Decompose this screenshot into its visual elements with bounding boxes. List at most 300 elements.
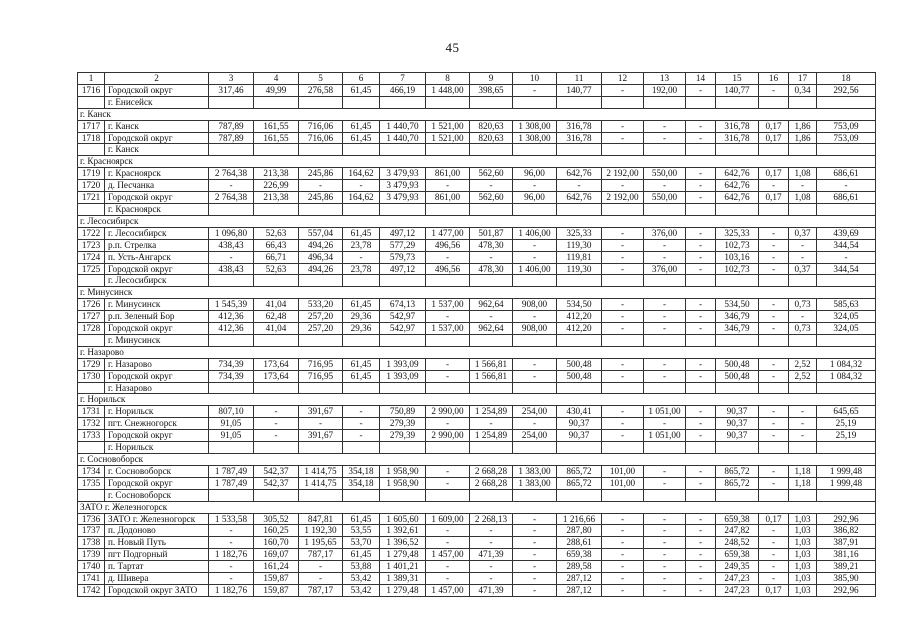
empty-cell [343, 144, 380, 156]
table-row [78, 239, 876, 251]
value-cell: - [789, 430, 817, 442]
row-number: 1723 [78, 239, 105, 251]
value-cell: - [686, 561, 716, 573]
value-cell: - [789, 251, 817, 263]
value-cell: 41,04 [254, 299, 299, 311]
value-cell: 577,29 [380, 239, 426, 251]
empty-cell [789, 275, 817, 287]
table-row [78, 370, 876, 382]
value-cell: - [759, 299, 789, 311]
value-cell: - [426, 537, 470, 549]
value-cell: 1,03 [789, 525, 817, 537]
table-row-continuation [78, 203, 876, 215]
row-number: 1722 [78, 227, 105, 239]
settlement-name: п. Тартат [105, 561, 209, 573]
empty-cell [343, 442, 380, 454]
value-cell: 159,87 [254, 584, 299, 596]
value-cell: 2 192,00 [602, 168, 644, 180]
empty-cell [817, 489, 876, 501]
empty-cell [299, 275, 343, 287]
value-cell: 497,12 [380, 263, 426, 275]
value-cell: 2,52 [789, 370, 817, 382]
value-cell: - [644, 477, 686, 489]
settlement-name: п. Новый Путь [105, 537, 209, 549]
empty-cell [716, 203, 759, 215]
value-cell: 1 440,70 [380, 132, 426, 144]
value-cell: 381,16 [817, 549, 876, 561]
value-cell: - [602, 311, 644, 323]
empty-cell [254, 144, 299, 156]
value-cell: 542,97 [380, 311, 426, 323]
value-cell: 0,17 [759, 120, 789, 132]
section-title: г. Назарово [78, 346, 876, 358]
empty-cell [789, 334, 817, 346]
value-cell: 1 609,00 [426, 513, 470, 525]
section-title: г. Лесосибирск [78, 215, 876, 227]
empty-cell [513, 382, 557, 394]
value-cell: - [426, 180, 470, 192]
value-cell: 344,54 [817, 239, 876, 251]
empty-cell [380, 144, 426, 156]
value-cell: - [686, 406, 716, 418]
value-cell: 642,76 [716, 192, 759, 204]
value-cell: 533,20 [299, 299, 343, 311]
value-cell: - [557, 180, 602, 192]
settlement-name: пгт Подгорный [105, 549, 209, 561]
value-cell: 1 521,00 [426, 120, 470, 132]
value-cell: - [644, 418, 686, 430]
table-header-row [78, 73, 876, 85]
settlement-name: г. Красноярск [105, 168, 209, 180]
column-number: 2 [105, 73, 209, 85]
empty-cell [470, 275, 513, 287]
value-cell: - [254, 406, 299, 418]
value-cell: - [686, 120, 716, 132]
value-cell: - [426, 561, 470, 573]
value-cell: 412,20 [557, 323, 602, 335]
row-number: 1727 [78, 311, 105, 323]
value-cell: 161,55 [254, 120, 299, 132]
value-cell: - [602, 227, 644, 239]
value-cell: - [686, 323, 716, 335]
value-cell: 0,73 [789, 299, 817, 311]
table-row [78, 311, 876, 323]
value-cell: 1 787,49 [209, 465, 254, 477]
empty-cell [380, 489, 426, 501]
value-cell: - [513, 561, 557, 573]
value-cell: - [426, 525, 470, 537]
value-cell: 257,20 [299, 323, 343, 335]
value-cell: 391,67 [299, 406, 343, 418]
row-number: 1717 [78, 120, 105, 132]
value-cell: - [759, 251, 789, 263]
value-cell: 2 764,38 [209, 192, 254, 204]
column-number: 13 [644, 73, 686, 85]
empty-cell [78, 203, 105, 215]
empty-cell [426, 442, 470, 454]
table-row [78, 537, 876, 549]
value-cell: 292,96 [817, 584, 876, 596]
table-row [78, 584, 876, 596]
value-cell: 579,73 [380, 251, 426, 263]
value-cell: - [209, 573, 254, 585]
empty-cell [78, 275, 105, 287]
value-cell: 53,55 [343, 525, 380, 537]
value-cell: 534,50 [716, 299, 759, 311]
settlement-name: п. Усть-Ангарск [105, 251, 209, 263]
value-cell: 90,37 [557, 418, 602, 430]
value-cell: - [759, 84, 789, 96]
empty-cell [644, 96, 686, 108]
value-cell: 674,13 [380, 299, 426, 311]
value-cell: 1 383,00 [513, 465, 557, 477]
value-cell: - [759, 537, 789, 549]
empty-cell [789, 489, 817, 501]
value-cell: 52,63 [254, 227, 299, 239]
row-number: 1737 [78, 525, 105, 537]
value-cell: 716,06 [299, 120, 343, 132]
value-cell: 2 764,38 [209, 168, 254, 180]
value-cell: - [686, 84, 716, 96]
value-cell: 52,63 [254, 263, 299, 275]
table-row [78, 418, 876, 430]
empty-cell [557, 442, 602, 454]
value-cell: 1,18 [789, 477, 817, 489]
value-cell: 1 192,30 [299, 525, 343, 537]
empty-cell [513, 96, 557, 108]
empty-cell [254, 334, 299, 346]
value-cell: - [602, 561, 644, 573]
value-cell: 192,00 [644, 84, 686, 96]
value-cell: - [513, 370, 557, 382]
value-cell: 91,05 [209, 430, 254, 442]
section-title: г. Сосновоборск [78, 454, 876, 466]
value-cell: 787,17 [299, 584, 343, 596]
value-cell: 1 051,00 [644, 406, 686, 418]
row-number: 1725 [78, 263, 105, 275]
empty-cell [789, 382, 817, 394]
table-row [78, 549, 876, 561]
empty-cell [343, 382, 380, 394]
empty-cell [557, 275, 602, 287]
column-number: 18 [817, 73, 876, 85]
value-cell: - [759, 227, 789, 239]
value-cell: 25,19 [817, 418, 876, 430]
empty-cell [78, 489, 105, 501]
empty-cell [686, 334, 716, 346]
value-cell: - [644, 299, 686, 311]
table-row [78, 192, 876, 204]
table-row [78, 251, 876, 263]
value-cell: - [426, 358, 470, 370]
row-number: 1716 [78, 84, 105, 96]
value-cell: 103,16 [716, 251, 759, 263]
value-cell: 316,78 [716, 120, 759, 132]
value-cell: - [602, 537, 644, 549]
value-cell: 1 182,76 [209, 549, 254, 561]
empty-cell [602, 334, 644, 346]
value-cell: 501,87 [470, 227, 513, 239]
value-cell: 3 479,93 [380, 180, 426, 192]
row-number: 1735 [78, 477, 105, 489]
value-cell: 0,17 [759, 132, 789, 144]
section-header-row [78, 394, 876, 406]
value-cell: 90,37 [716, 418, 759, 430]
value-cell: 550,00 [644, 168, 686, 180]
empty-cell [299, 334, 343, 346]
settlement-name: Городской округ ЗАТО [105, 584, 209, 596]
settlement-name-continuation: г. Сосновоборск [105, 489, 209, 501]
value-cell: 0,17 [759, 584, 789, 596]
value-cell: 254,00 [513, 406, 557, 418]
value-cell: 96,00 [513, 192, 557, 204]
empty-cell [817, 275, 876, 287]
value-cell: 376,00 [644, 227, 686, 239]
settlement-name-continuation: г. Норильск [105, 442, 209, 454]
row-number: 1719 [78, 168, 105, 180]
value-cell: 1 308,00 [513, 120, 557, 132]
value-cell: 245,86 [299, 168, 343, 180]
value-cell: 716,95 [299, 370, 343, 382]
value-cell: 787,89 [209, 120, 254, 132]
value-cell: 0,17 [759, 192, 789, 204]
value-cell: 324,05 [817, 311, 876, 323]
value-cell: 2 268,13 [470, 513, 513, 525]
value-cell: - [789, 239, 817, 251]
empty-cell [470, 334, 513, 346]
value-cell: 173,64 [254, 358, 299, 370]
value-cell: 90,37 [716, 430, 759, 442]
value-cell: 787,89 [209, 132, 254, 144]
value-cell: - [644, 239, 686, 251]
empty-cell [513, 144, 557, 156]
value-cell: - [513, 525, 557, 537]
value-cell: 471,39 [470, 584, 513, 596]
value-cell: 1 084,32 [817, 370, 876, 382]
value-cell: 686,61 [817, 192, 876, 204]
empty-cell [686, 442, 716, 454]
value-cell: - [426, 251, 470, 263]
value-cell: - [686, 418, 716, 430]
value-cell: - [513, 180, 557, 192]
empty-cell [343, 96, 380, 108]
value-cell: 642,76 [557, 192, 602, 204]
value-cell: - [299, 418, 343, 430]
value-cell: 161,55 [254, 132, 299, 144]
value-cell: 542,97 [380, 323, 426, 335]
value-cell: - [470, 180, 513, 192]
empty-cell [817, 334, 876, 346]
table-row-continuation [78, 442, 876, 454]
value-cell: - [209, 537, 254, 549]
value-cell: 1 254,89 [470, 430, 513, 442]
table-row [78, 263, 876, 275]
value-cell: - [602, 418, 644, 430]
value-cell: 245,86 [299, 192, 343, 204]
value-cell: 1 406,00 [513, 227, 557, 239]
value-cell: 387,91 [817, 537, 876, 549]
value-cell: - [513, 358, 557, 370]
table-row [78, 358, 876, 370]
settlement-name: р.п. Стрелка [105, 239, 209, 251]
value-cell: - [759, 465, 789, 477]
value-cell: - [759, 263, 789, 275]
value-cell: 2 668,28 [470, 465, 513, 477]
value-cell: 1 533,58 [209, 513, 254, 525]
value-cell: 1,86 [789, 120, 817, 132]
value-cell: - [470, 418, 513, 430]
empty-cell [557, 382, 602, 394]
empty-cell [78, 334, 105, 346]
value-cell: 249,35 [716, 561, 759, 573]
column-number: 5 [299, 73, 343, 85]
value-cell: 91,05 [209, 418, 254, 430]
empty-cell [644, 442, 686, 454]
empty-cell [299, 442, 343, 454]
value-cell: - [686, 311, 716, 323]
value-cell: 164,62 [343, 192, 380, 204]
empty-cell [470, 442, 513, 454]
value-cell: - [602, 323, 644, 335]
value-cell: 478,30 [470, 263, 513, 275]
value-cell: 861,00 [426, 192, 470, 204]
column-number: 1 [78, 73, 105, 85]
value-cell: 438,43 [209, 239, 254, 251]
value-cell: 29,36 [343, 323, 380, 335]
value-cell: - [686, 370, 716, 382]
value-cell: - [686, 513, 716, 525]
value-cell: 164,62 [343, 168, 380, 180]
row-number: 1718 [78, 132, 105, 144]
empty-cell [817, 96, 876, 108]
table-row [78, 180, 876, 192]
value-cell: 1,08 [789, 192, 817, 204]
value-cell: - [470, 561, 513, 573]
empty-cell [716, 96, 759, 108]
table-row [78, 561, 876, 573]
row-number: 1730 [78, 370, 105, 382]
column-number: 4 [254, 73, 299, 85]
value-cell: - [299, 561, 343, 573]
row-number: 1732 [78, 418, 105, 430]
value-cell: 807,10 [209, 406, 254, 418]
settlement-name: Городской округ [105, 192, 209, 204]
value-cell: - [759, 370, 789, 382]
value-cell: - [644, 358, 686, 370]
empty-cell [343, 275, 380, 287]
value-cell: 500,48 [557, 358, 602, 370]
value-cell: - [686, 573, 716, 585]
value-cell: - [686, 227, 716, 239]
value-cell: - [644, 573, 686, 585]
row-number: 1739 [78, 549, 105, 561]
value-cell: - [513, 573, 557, 585]
table-row [78, 465, 876, 477]
value-cell: 686,61 [817, 168, 876, 180]
value-cell: 160,25 [254, 525, 299, 537]
settlement-name-continuation: г. Енисейск [105, 96, 209, 108]
empty-cell [426, 382, 470, 394]
value-cell: - [299, 573, 343, 585]
value-cell: - [686, 465, 716, 477]
value-cell: 25,19 [817, 430, 876, 442]
empty-cell [817, 442, 876, 454]
value-cell: 287,80 [557, 525, 602, 537]
table-row [78, 477, 876, 489]
value-cell: 0,37 [789, 227, 817, 239]
empty-cell [557, 334, 602, 346]
value-cell: - [686, 168, 716, 180]
value-cell: 292,96 [817, 513, 876, 525]
empty-cell [426, 96, 470, 108]
empty-cell [513, 442, 557, 454]
value-cell: - [602, 370, 644, 382]
table-row-continuation [78, 96, 876, 108]
value-cell: 0,37 [789, 263, 817, 275]
empty-cell [380, 442, 426, 454]
value-cell: 1 999,48 [817, 465, 876, 477]
value-cell: 102,73 [716, 263, 759, 275]
row-number: 1741 [78, 573, 105, 585]
value-cell: 1 448,00 [426, 84, 470, 96]
value-cell: - [602, 132, 644, 144]
empty-cell [254, 489, 299, 501]
section-title: ЗАТО г. Железногорск [78, 501, 876, 513]
value-cell: 865,72 [557, 477, 602, 489]
value-cell: - [686, 192, 716, 204]
value-cell: 288,61 [557, 537, 602, 549]
row-number: 1733 [78, 430, 105, 442]
empty-cell [513, 275, 557, 287]
value-cell: 494,26 [299, 239, 343, 251]
empty-cell [343, 334, 380, 346]
value-cell: 1 999,48 [817, 477, 876, 489]
value-cell: - [686, 584, 716, 596]
value-cell: 494,26 [299, 263, 343, 275]
table-row [78, 406, 876, 418]
value-cell: 787,17 [299, 549, 343, 561]
value-cell: 534,50 [557, 299, 602, 311]
empty-cell [716, 442, 759, 454]
section-title: г. Красноярск [78, 156, 876, 168]
value-cell: - [426, 370, 470, 382]
value-cell: - [759, 418, 789, 430]
empty-cell [557, 144, 602, 156]
empty-cell [209, 382, 254, 394]
value-cell: - [254, 430, 299, 442]
value-cell: - [817, 180, 876, 192]
value-cell: 61,45 [343, 120, 380, 132]
value-cell: 1 537,00 [426, 299, 470, 311]
value-cell: 865,72 [557, 465, 602, 477]
empty-cell [716, 334, 759, 346]
table-row [78, 168, 876, 180]
value-cell: - [513, 513, 557, 525]
value-cell: 289,58 [557, 561, 602, 573]
column-number: 11 [557, 73, 602, 85]
empty-cell [644, 203, 686, 215]
value-cell: 1 096,80 [209, 227, 254, 239]
value-cell: 1,03 [789, 537, 817, 549]
empty-cell [759, 96, 789, 108]
empty-cell [644, 334, 686, 346]
value-cell: 354,18 [343, 477, 380, 489]
empty-cell [789, 442, 817, 454]
value-cell: 659,38 [716, 549, 759, 561]
value-cell: - [426, 573, 470, 585]
value-cell: 716,06 [299, 132, 343, 144]
value-cell: 325,33 [716, 227, 759, 239]
